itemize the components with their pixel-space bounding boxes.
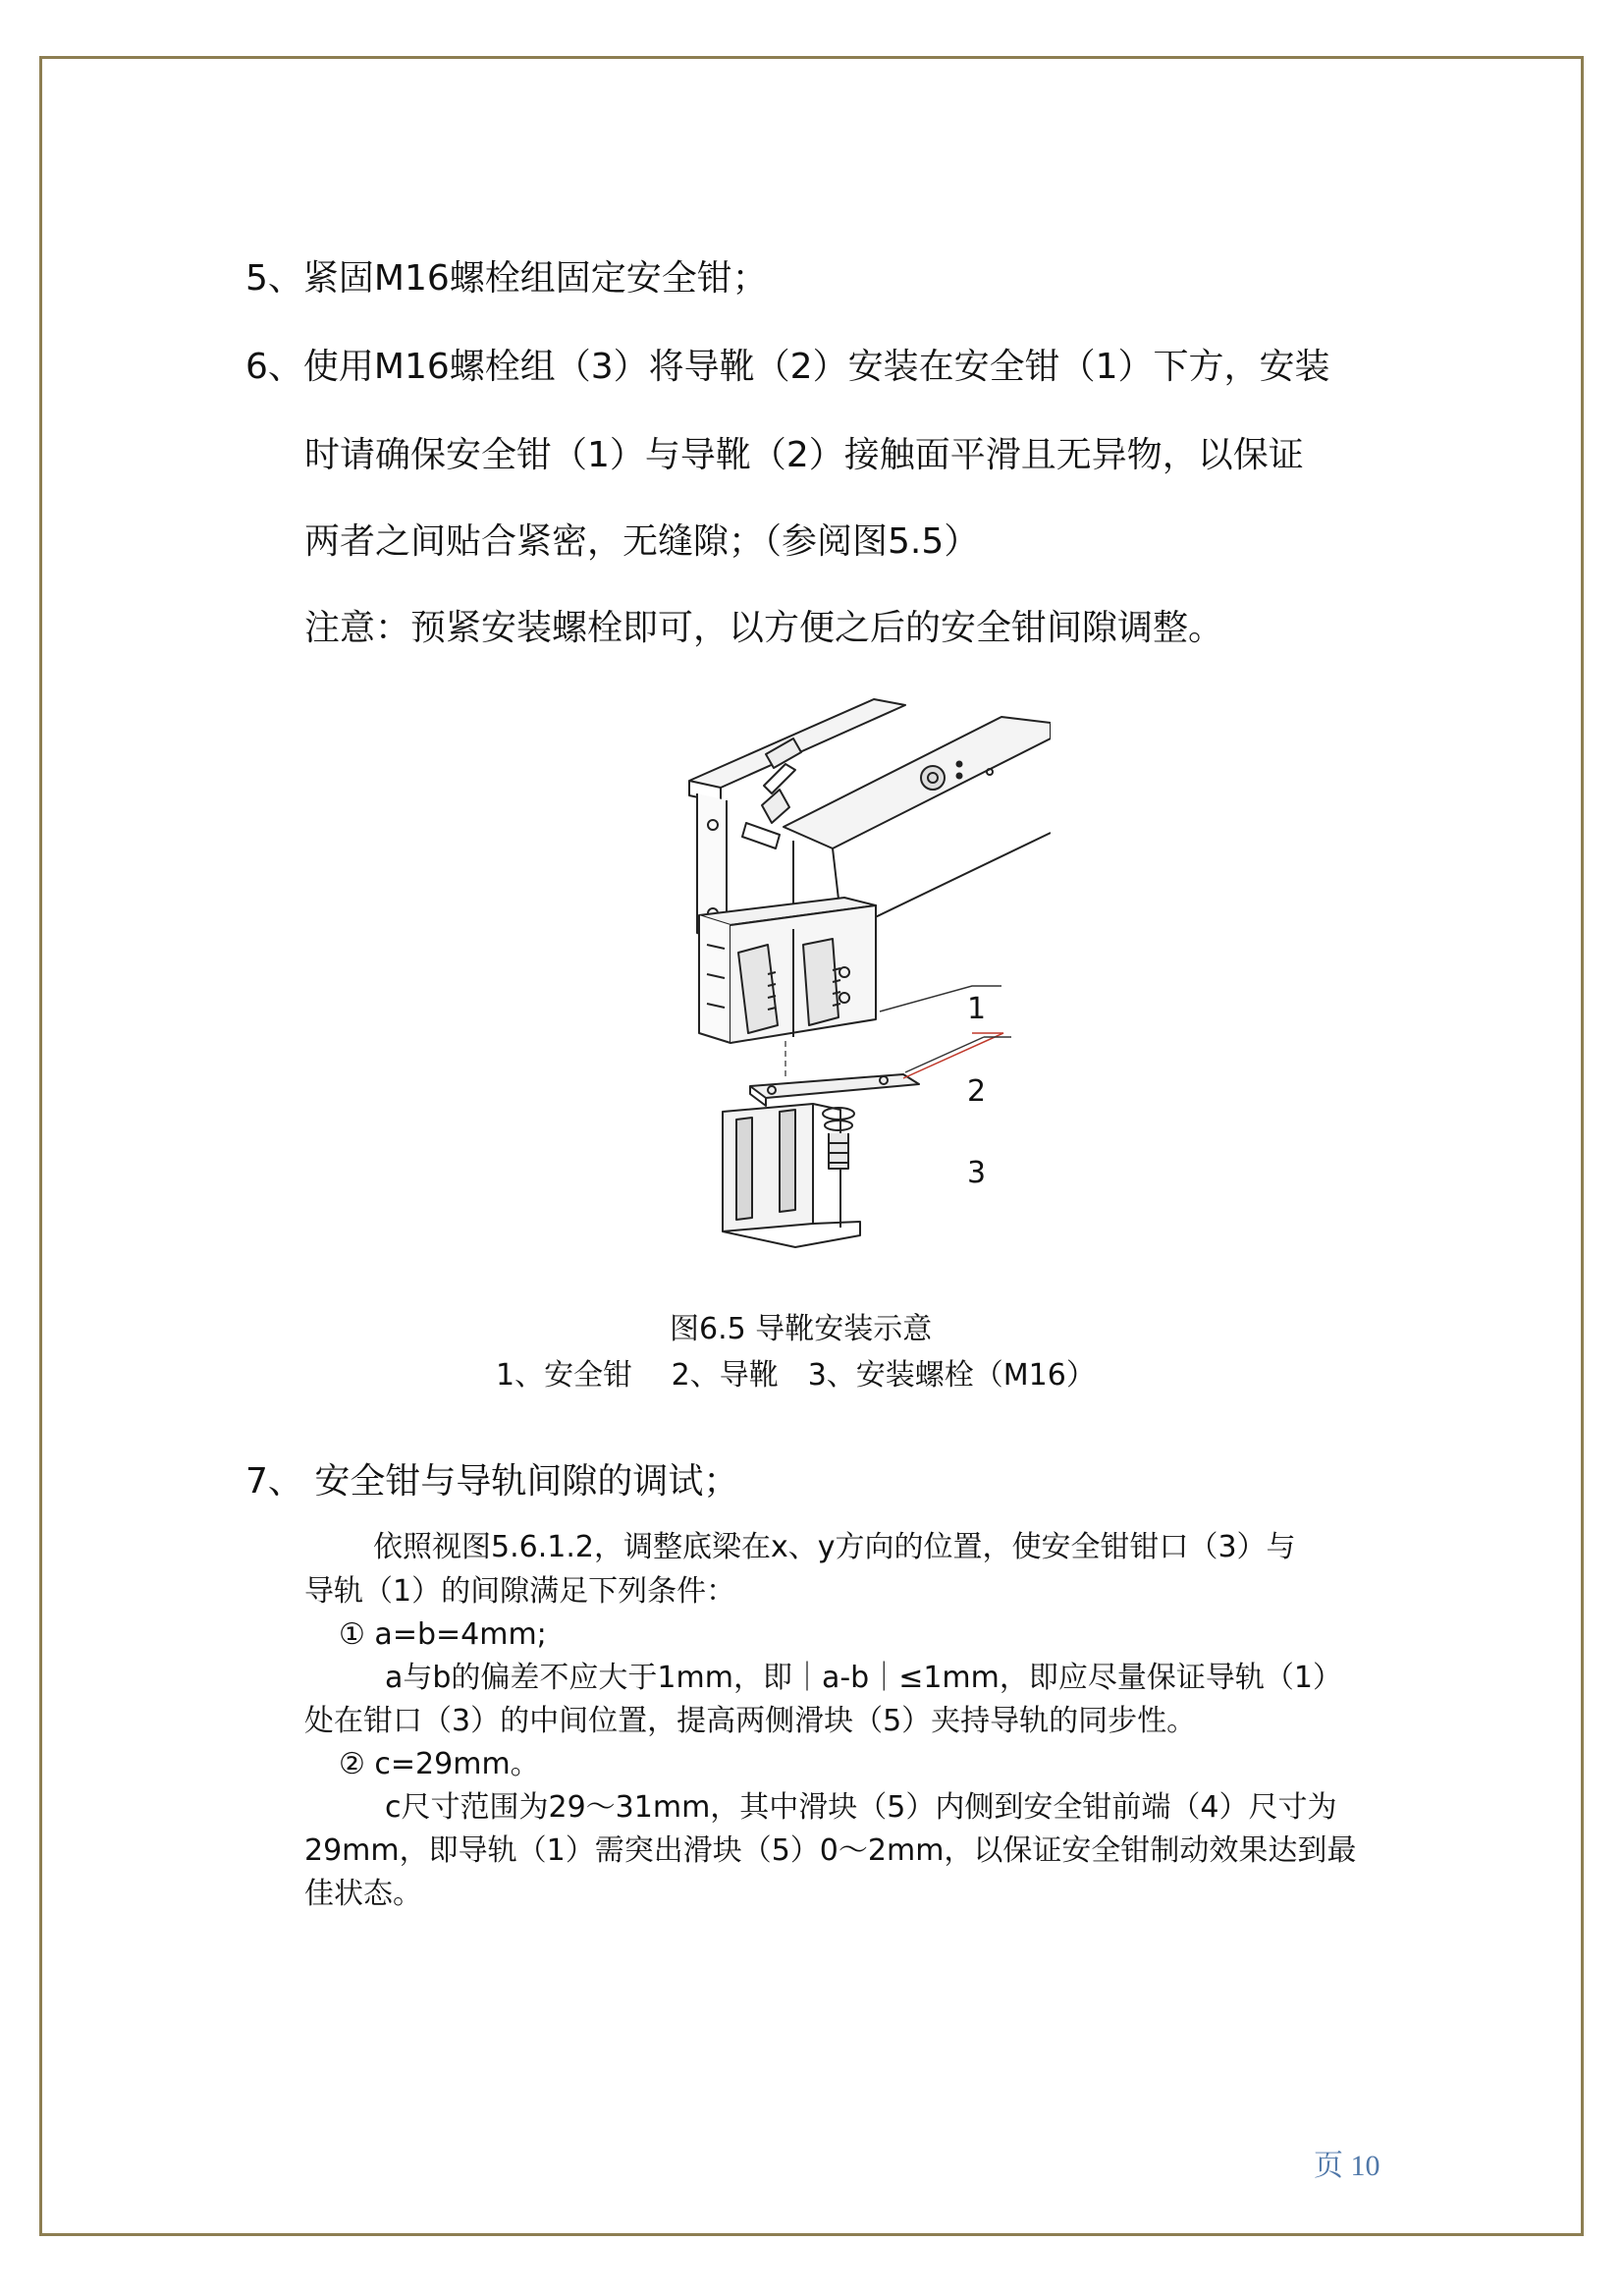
guide-shoe-installation-figure [677, 687, 1051, 1277]
condition-1-line-2: 处在钳口（3）的中间位置，提高两侧滑块（5）夹持导轨的同步性。 [304, 1704, 1197, 1738]
leader-line-2 [905, 1037, 1011, 1072]
figure-label-1: 1 [967, 992, 987, 1026]
condition-2: ② c=29mm。 [339, 1747, 540, 1781]
step-6-line-1: 6、使用M16螺栓组（3）将导靴（2）安装在安全钳（1）下方，安装 [245, 347, 1330, 387]
figure-label-3: 3 [967, 1156, 987, 1190]
section-7-paragraph-line-1: 依照视图5.6.1.2，调整底梁在x、y方向的位置，使安全钳钳口（3）与 [373, 1530, 1296, 1564]
condition-2-line-2: 29mm，即导轨（1）需突出滑块（5）0～2mm，以保证安全钳制动效果达到最 [304, 1833, 1357, 1868]
step-6-line-2: 时请确保安全钳（1）与导靴（2）接触面平滑且无异物，以保证 [304, 435, 1304, 475]
leader-line-3 [903, 1033, 1003, 1078]
figure-label-2: 2 [967, 1074, 987, 1109]
condition-2-line-1: c尺寸范围为29～31mm，其中滑块（5）内侧到安全钳前端（4）尺寸为 [385, 1790, 1337, 1825]
section-7-heading: 7、 安全钳与导轨间隙的调试； [245, 1461, 739, 1502]
note: 注意：预紧安装螺栓即可，以方便之后的安全钳间隙调整。 [304, 608, 1224, 648]
step-5: 5、紧固M16螺栓组固定安全钳； [245, 258, 768, 299]
figure-legend: 1、安全钳 2、导靴 3、安装螺栓（M16） [496, 1358, 1096, 1393]
section-7-paragraph-line-2: 导轨（1）的间隙满足下列条件： [304, 1574, 736, 1609]
condition-1-line-1: a与b的偏差不应大于1mm，即｜a-b｜≤1mm，即应尽量保证导轨（1） [385, 1661, 1342, 1695]
figure-caption: 图6.5 导靴安装示意 [670, 1312, 933, 1346]
condition-2-line-3: 佳状态。 [304, 1877, 422, 1911]
step-6-line-3: 两者之间贴合紧密，无缝隙；（参阅图5.5） [304, 521, 980, 562]
page-number: 页 10 [1314, 2150, 1380, 2182]
condition-1: ① a=b=4mm; [339, 1617, 547, 1652]
